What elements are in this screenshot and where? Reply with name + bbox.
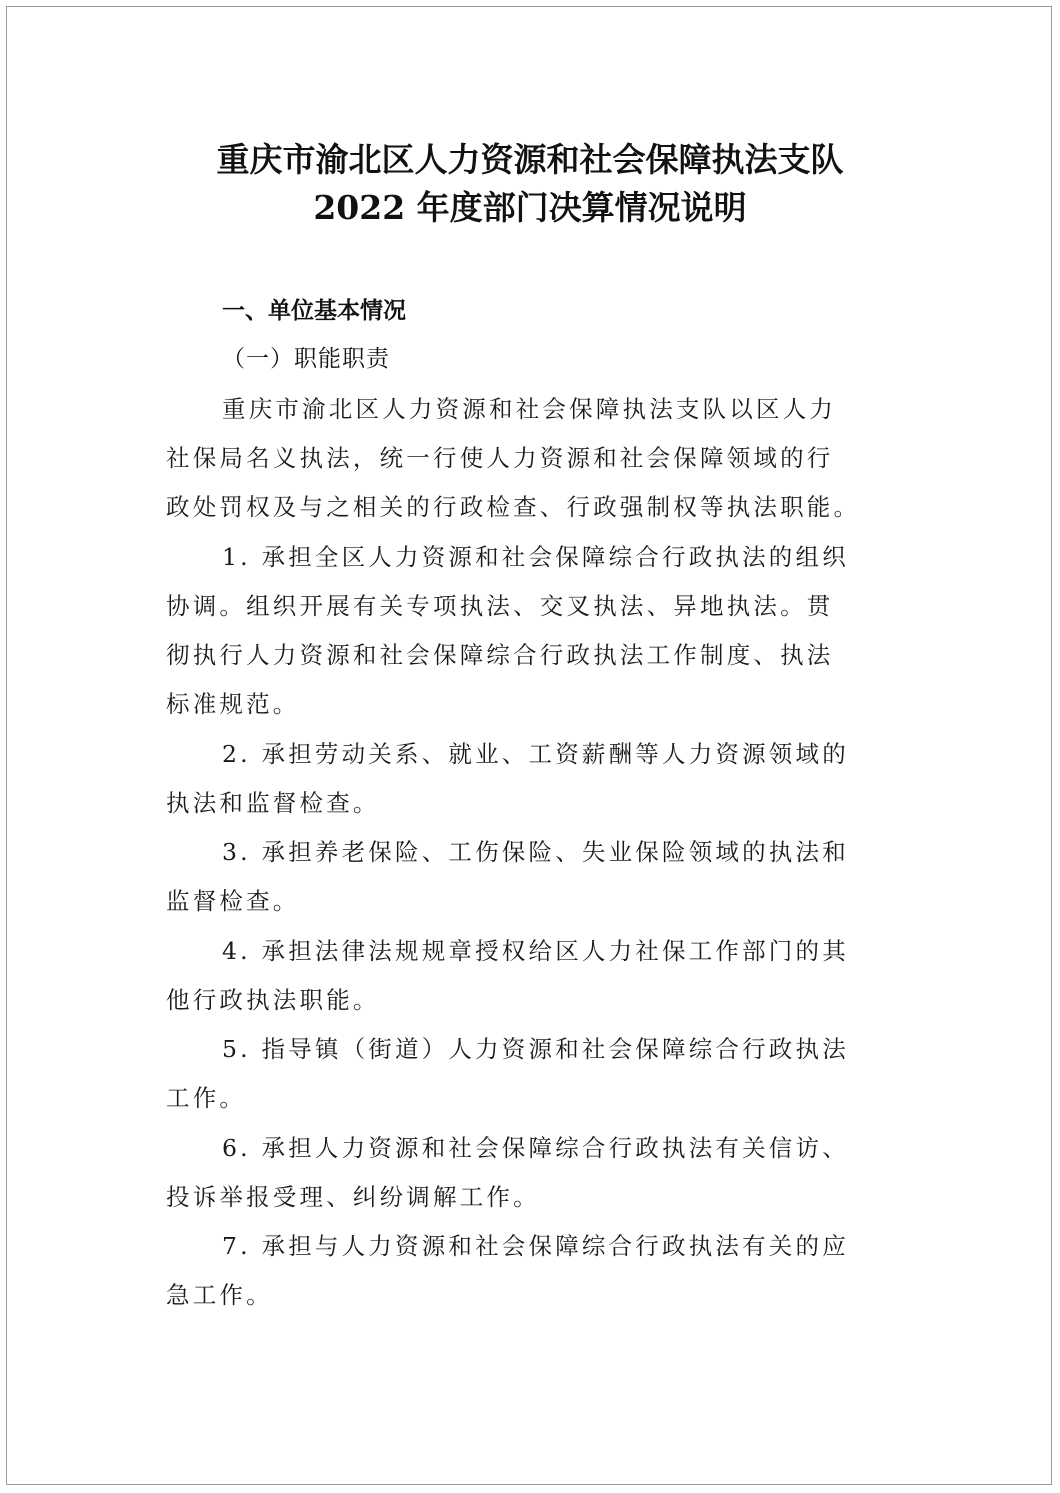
- body-line: 重庆市渝北区人力资源和社会保障执法支队以区人力: [222, 395, 837, 423]
- body-line: 3. 承担养老保险、工伤保险、失业保险领域的执法和: [222, 838, 849, 866]
- body-line: 政处罚权及与之相关的行政检查、行政强制权等执法职能。: [166, 493, 861, 521]
- body-line: 他行政执法职能。: [166, 986, 380, 1014]
- document-title-line1: 重庆市渝北区人力资源和社会保障执法支队: [216, 140, 844, 179]
- body-line: 标准规范。: [166, 690, 300, 718]
- body-line: 彻执行人力资源和社会保障综合行政执法工作制度、执法: [166, 641, 834, 669]
- body-line: 监督检查。: [166, 887, 300, 915]
- body-line: 7. 承担与人力资源和社会保障综合行政执法有关的应: [222, 1232, 849, 1260]
- subsection-heading-functions: （一）职能职责: [222, 346, 390, 372]
- body-line: 协调。组织开展有关专项执法、交叉执法、异地执法。贯: [166, 592, 834, 620]
- body-line: 投诉举报受理、纠纷调解工作。: [166, 1183, 540, 1211]
- body-line: 5. 指导镇（街道）人力资源和社会保障综合行政执法: [222, 1035, 849, 1063]
- body-line: 执法和监督检查。: [166, 789, 380, 817]
- document-title-line2: 2022 年度部门决算情况说明: [313, 188, 747, 227]
- body-line: 4. 承担法律法规规章授权给区人力社保工作部门的其: [222, 937, 849, 965]
- body-line: 社保局名义执法，统一行使人力资源和社会保障领域的行: [166, 444, 834, 472]
- body-line: 工作。: [166, 1084, 247, 1112]
- section-heading-unit-basics: 一、单位基本情况: [222, 298, 406, 324]
- body-line: 1. 承担全区人力资源和社会保障综合行政执法的组织: [222, 543, 849, 571]
- body-line: 6. 承担人力资源和社会保障综合行政执法有关信访、: [222, 1134, 849, 1162]
- body-line: 急工作。: [166, 1281, 273, 1309]
- body-line: 2. 承担劳动关系、就业、工资薪酬等人力资源领域的: [222, 740, 849, 768]
